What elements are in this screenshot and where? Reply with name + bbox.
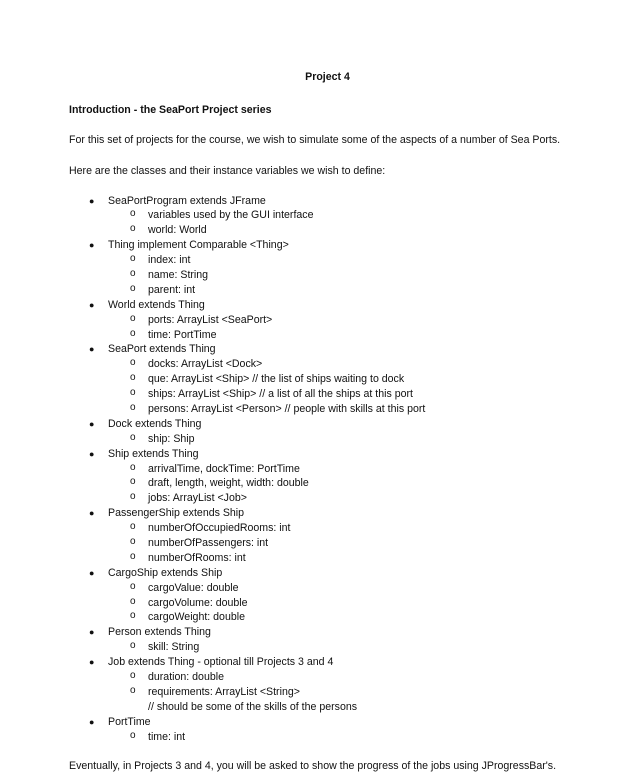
section-heading: Introduction - the SeaPort Project series [69,104,272,116]
sub-bullet-icon: o [130,684,136,696]
field-text: draft, length, weight, width: double [148,477,309,490]
field-item [0,581,425,596]
sub-bullet-icon: o [130,491,136,503]
class-item [0,194,425,209]
field-item [0,476,425,491]
sub-bullet-icon: o [130,580,136,592]
field-item [0,402,425,417]
bullet-icon: ● [89,657,95,668]
sub-bullet-icon: o [130,461,136,473]
field-item [0,357,425,372]
sub-bullet-icon: o [130,431,136,443]
bullet-icon: ● [89,716,95,727]
bullet-icon: ● [89,344,95,355]
class-outline-list [0,194,425,745]
sub-bullet-icon: o [130,401,136,413]
field-text: arrivalTime, dockTime: PortTime [148,462,300,475]
field-text: ships: ArrayList <Ship> // a list of all the ships at this port [148,388,413,401]
sub-bullet-icon: o [130,253,136,265]
class-name: Ship extends Thing [108,447,199,460]
field-text: world: World [148,224,207,237]
field-text: numberOfPassengers: int [148,536,269,549]
sub-bullet-icon: o [130,327,136,339]
class-item [0,506,425,521]
field-text: que: ArrayList <Ship> // the list of ships waiting to dock [148,373,405,386]
sub-bullet-icon: o [130,312,136,324]
field-text: requirements: ArrayList <String> [148,685,300,698]
sub-bullet-icon: o [130,357,136,369]
class-item [0,447,425,462]
bullet-icon: ● [89,240,95,251]
field-text: time: int [148,730,186,743]
class-item [0,715,425,730]
sub-bullet-icon: o [130,535,136,547]
bullet-icon: ● [89,567,95,578]
sub-bullet-icon: o [130,387,136,399]
field-text: cargoWeight: double [148,611,245,624]
intro-paragraph: For this set of projects for the course, we wish to simulate some of the aspects of a number of Sea Ports. [69,134,561,146]
field-item [0,640,425,655]
class-name: Thing implement Comparable <Thing> [108,239,289,252]
sub-bullet-icon: o [130,208,136,220]
class-name: CargoShip extends Ship [108,566,223,579]
bullet-icon: ● [89,418,95,429]
field-item [0,462,425,477]
class-item [0,566,425,581]
sub-bullet-icon: o [130,610,136,622]
field-note: // should be some of the skills of the persons [148,700,358,713]
field-text: numberOfRooms: int [148,551,246,564]
class-name: Job extends Thing - optional till Projects 3 and 4 [108,656,334,669]
sub-bullet-icon: o [130,372,136,384]
field-item [0,387,425,402]
bullet-icon: ● [89,448,95,459]
classes-intro-paragraph: Here are the classes and their instance variables we wish to define: [69,165,386,177]
field-text: variables used by the GUI interface [148,209,314,222]
sub-bullet-icon: o [130,267,136,279]
class-item [0,655,425,670]
sub-bullet-icon: o [130,640,136,652]
sub-bullet-icon: o [130,223,136,235]
class-name: Person extends Thing [108,626,211,639]
field-item [0,536,425,551]
field-item [0,372,425,387]
field-item [0,313,425,328]
field-item [0,730,425,745]
field-item [0,596,425,611]
field-text: cargoValue: double [148,581,239,594]
class-name: SeaPortProgram extends JFrame [108,194,266,207]
sub-bullet-icon: o [130,521,136,533]
field-item [0,491,425,506]
bullet-icon: ● [89,627,95,638]
field-text: ports: ArrayList <SeaPort> [148,313,273,326]
sub-bullet-icon: o [130,476,136,488]
field-text: cargoVolume: double [148,596,248,609]
field-item [0,521,425,536]
field-text: docks: ArrayList <Dock> [148,358,263,371]
sub-bullet-icon: o [130,595,136,607]
field-text: name: String [148,268,209,281]
field-item [0,253,425,268]
field-text: skill: String [148,641,200,654]
closing-paragraph: Eventually, in Projects 3 and 4, you will be asked to show the progress of the jobs using JProgressBar's. [69,760,557,772]
field-item [0,551,425,566]
field-item [0,685,425,700]
class-name: SeaPort extends Thing [108,343,216,356]
field-text: parent: int [148,283,196,296]
field-item [0,670,425,685]
class-item [0,238,425,253]
sub-bullet-icon: o [130,729,136,741]
field-text: jobs: ArrayList <Job> [148,492,247,505]
class-item [0,298,425,313]
field-item [0,208,425,223]
sub-bullet-icon: o [130,550,136,562]
bullet-icon: ● [89,508,95,519]
field-item [0,283,425,298]
sub-bullet-icon: o [130,282,136,294]
class-item [0,625,425,640]
field-text: index: int [148,254,191,267]
field-item [0,268,425,283]
class-name: PortTime [108,715,151,728]
page-title: Project 4 [305,71,350,83]
class-name: World extends Thing [108,298,205,311]
class-item [0,417,425,432]
field-text: duration: double [148,671,224,683]
field-item [0,328,425,343]
field-item [0,610,425,625]
field-text: persons: ArrayList <Person> // people with skills at this port [148,402,426,415]
bullet-icon: ● [89,299,95,310]
field-item [0,432,425,447]
class-item [0,342,425,357]
field-text: ship: Ship [148,432,195,445]
field-text: numberOfOccupiedRooms: int [148,522,291,535]
sub-bullet-icon: o [130,670,136,681]
field-item [0,223,425,238]
class-name: Dock extends Thing [108,417,202,430]
class-name: PassengerShip extends Ship [108,507,245,520]
field-text: time: PortTime [148,328,217,341]
bullet-icon: ● [89,195,95,206]
